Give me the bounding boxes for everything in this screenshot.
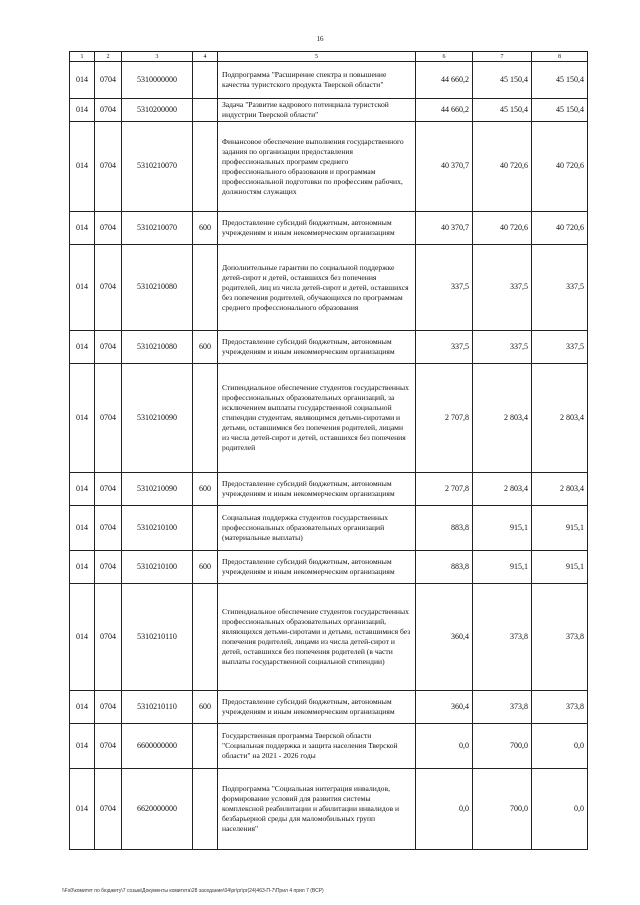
cell-v3: 40 720,6	[532, 122, 588, 212]
row-description: Социальная поддержка студентов государственных профессиональных образовательных организаций (материальные выплаты)	[218, 506, 416, 551]
cell-v1: 40 370,7	[416, 212, 473, 245]
cell-v3: 2 803,4	[532, 473, 588, 506]
table-row	[70, 364, 588, 473]
cell-c4	[193, 122, 218, 212]
cell-c3: 5310210100	[122, 506, 193, 551]
cell-v2: 337,5	[473, 245, 532, 331]
cell-c4: 600	[193, 551, 218, 584]
column-header: 1	[70, 52, 95, 62]
cell-v1: 337,5	[416, 245, 473, 331]
table-row	[70, 99, 588, 122]
table-row	[70, 551, 588, 584]
row-description: Предоставление субсидий бюджетным, автономным учреждениям и иным некоммерческим организациям	[218, 331, 416, 364]
cell-v2: 337,5	[473, 331, 532, 364]
cell-c2: 0704	[95, 122, 122, 212]
cell-c2: 0704	[95, 551, 122, 584]
cell-c3: 5310210080	[122, 245, 193, 331]
table-row	[70, 245, 588, 331]
cell-c2: 0704	[95, 212, 122, 245]
cell-v3: 915,1	[532, 551, 588, 584]
cell-v1: 0,0	[416, 769, 473, 850]
cell-v2: 40 720,6	[473, 122, 532, 212]
cell-v3: 373,8	[532, 584, 588, 691]
cell-c4	[193, 99, 218, 122]
cell-v2: 915,1	[473, 551, 532, 584]
cell-c1: 014	[70, 551, 95, 584]
cell-c2: 0704	[95, 584, 122, 691]
column-header: 5	[218, 52, 416, 62]
cell-c4	[193, 364, 218, 473]
cell-v1: 40 370,7	[416, 122, 473, 212]
row-description: Предоставление субсидий бюджетным, автономным учреждениям и иным некоммерческим организациям	[218, 551, 416, 584]
row-description: Стипендиальное обеспечение студентов государственных профессиональных образовательных организаций, за исключением выплаты государственной социальной стипендии студентам, являющимся детьми-сиротами и детьми, оставшимися без попечения родителей, лицами из числа детей-сирот и детей, оставшихся без попечения родителей	[218, 364, 416, 473]
cell-c2: 0704	[95, 473, 122, 506]
cell-v1: 44 660,2	[416, 62, 473, 99]
table-row	[70, 584, 588, 691]
cell-v1: 360,4	[416, 691, 473, 724]
table-row	[70, 506, 588, 551]
cell-v2: 2 803,4	[473, 364, 532, 473]
cell-c3: 6620000000	[122, 769, 193, 850]
cell-c2: 0704	[95, 245, 122, 331]
column-header: 4	[193, 52, 218, 62]
cell-c4	[193, 769, 218, 850]
cell-c2: 0704	[95, 99, 122, 122]
cell-v1: 360,4	[416, 584, 473, 691]
cell-v3: 45 150,4	[532, 62, 588, 99]
row-description: Финансовое обеспечение выполнения государственного задания по организации предоставления профессиональных программ среднего профессионального образования и программам профессиональной подготовки по профессиям рабочих, должностям служащих	[218, 122, 416, 212]
cell-c4	[193, 62, 218, 99]
cell-v3: 2 803,4	[532, 364, 588, 473]
cell-v2: 40 720,6	[473, 212, 532, 245]
cell-c3: 5310210110	[122, 584, 193, 691]
cell-c1: 014	[70, 99, 95, 122]
cell-c2: 0704	[95, 331, 122, 364]
cell-v3: 915,1	[532, 506, 588, 551]
cell-c3: 5310210080	[122, 331, 193, 364]
cell-c1: 014	[70, 769, 95, 850]
cell-c1: 014	[70, 724, 95, 769]
cell-c1: 014	[70, 364, 95, 473]
table-row	[70, 62, 588, 99]
table-row	[70, 724, 588, 769]
header-row	[70, 52, 588, 62]
cell-c2: 0704	[95, 364, 122, 473]
column-header: 2	[95, 52, 122, 62]
cell-c4: 600	[193, 212, 218, 245]
column-header: 7	[473, 52, 532, 62]
cell-c4: 600	[193, 691, 218, 724]
cell-v2: 45 150,4	[473, 62, 532, 99]
cell-c3: 5310200000	[122, 99, 193, 122]
cell-v1: 883,8	[416, 506, 473, 551]
cell-c1: 014	[70, 212, 95, 245]
cell-v2: 915,1	[473, 506, 532, 551]
table-row	[70, 331, 588, 364]
cell-v1: 0,0	[416, 724, 473, 769]
page-number: 16	[316, 35, 324, 43]
cell-v3: 40 720,6	[532, 212, 588, 245]
cell-c4: 600	[193, 331, 218, 364]
cell-c4	[193, 245, 218, 331]
cell-v2: 373,8	[473, 691, 532, 724]
cell-c4	[193, 506, 218, 551]
row-description: Государственная программа Тверской области "Социальная поддержка и защита населения Тверской области" на 2021 - 2026 годы	[218, 724, 416, 769]
cell-v3: 45 150,4	[532, 99, 588, 122]
cell-v2: 700,0	[473, 724, 532, 769]
cell-c3: 5310210070	[122, 212, 193, 245]
cell-c3: 5310000000	[122, 62, 193, 99]
column-header: 3	[122, 52, 193, 62]
cell-v1: 2 707,8	[416, 364, 473, 473]
cell-v3: 337,5	[532, 245, 588, 331]
table-row	[70, 769, 588, 850]
row-description: Дополнительные гарантии по социальной поддержке детей-сирот и детей, оставшихся без попечения родителей, лиц из числа детей-сирот и детей, оставшихся без попечения родителей, обучающихся по программам среднего профессионального образования	[218, 245, 416, 331]
cell-v3: 0,0	[532, 724, 588, 769]
cell-c1: 014	[70, 245, 95, 331]
row-description: Стипендиальное обеспечение студентов государственных профессиональных образовательных организаций, являющихся детьми-сиротами и детьми, оставшимися без попечения родителей, лицами из числа детей-сирот и детей, оставшихся без попечения родителей (в части выплаты государственной социальной стипендии)	[218, 584, 416, 691]
row-description: Подпрограмма "Социальная интеграция инвалидов, формирование условий для развития системы комплексной реабилитации и абилитации инвалидов и безбарьерной среды для маломобильных групп населения"	[218, 769, 416, 850]
cell-c2: 0704	[95, 769, 122, 850]
cell-v2: 45 150,4	[473, 99, 532, 122]
cell-c3: 5310210090	[122, 364, 193, 473]
cell-v3: 0,0	[532, 769, 588, 850]
cell-c1: 014	[70, 691, 95, 724]
cell-c1: 014	[70, 62, 95, 99]
cell-c3: 5310210070	[122, 122, 193, 212]
cell-c2: 0704	[95, 62, 122, 99]
row-description: Предоставление субсидий бюджетным, автономным учреждениям и иным некоммерческим организациям	[218, 212, 416, 245]
cell-v2: 373,8	[473, 584, 532, 691]
cell-c4	[193, 724, 218, 769]
cell-c3: 5310210110	[122, 691, 193, 724]
cell-c2: 0704	[95, 506, 122, 551]
row-description: Предоставление субсидий бюджетным, автономным учреждениям и иным некоммерческим организациям	[218, 473, 416, 506]
cell-c1: 014	[70, 331, 95, 364]
table-row	[70, 122, 588, 212]
cell-v3: 337,5	[532, 331, 588, 364]
table-row	[70, 473, 588, 506]
cell-c3: 5310210100	[122, 551, 193, 584]
cell-v1: 883,8	[416, 551, 473, 584]
cell-c1: 014	[70, 122, 95, 212]
cell-c4: 600	[193, 473, 218, 506]
row-description: Задача "Развитие кадрового потенциала туристской индустрии Тверской области"	[218, 99, 416, 122]
file-path-footer: \\Fs0\комитет по бюджету\7 созыв\Документы комитета\28 заседание\04\pr\pr\pr(24)463-П-7\Прил 4 прил 7 (ВСР)	[62, 888, 324, 894]
cell-v1: 337,5	[416, 331, 473, 364]
cell-c1: 014	[70, 584, 95, 691]
cell-v2: 2 803,4	[473, 473, 532, 506]
cell-v1: 2 707,8	[416, 473, 473, 506]
cell-c1: 014	[70, 473, 95, 506]
row-description: Предоставление субсидий бюджетным, автономным учреждениям и иным некоммерческим организациям	[218, 691, 416, 724]
column-header: 6	[416, 52, 473, 62]
cell-v2: 700,0	[473, 769, 532, 850]
budget-table	[69, 51, 588, 850]
cell-c2: 0704	[95, 691, 122, 724]
cell-v1: 44 660,2	[416, 99, 473, 122]
column-header: 8	[532, 52, 588, 62]
cell-c3: 6600000000	[122, 724, 193, 769]
table-row	[70, 212, 588, 245]
table-row	[70, 691, 588, 724]
row-description: Подпрограмма "Расширение спектра и повышение качества туристского продукта Тверской области"	[218, 62, 416, 99]
cell-c1: 014	[70, 506, 95, 551]
cell-c4	[193, 584, 218, 691]
cell-v3: 373,8	[532, 691, 588, 724]
cell-c2: 0704	[95, 724, 122, 769]
cell-c3: 5310210090	[122, 473, 193, 506]
